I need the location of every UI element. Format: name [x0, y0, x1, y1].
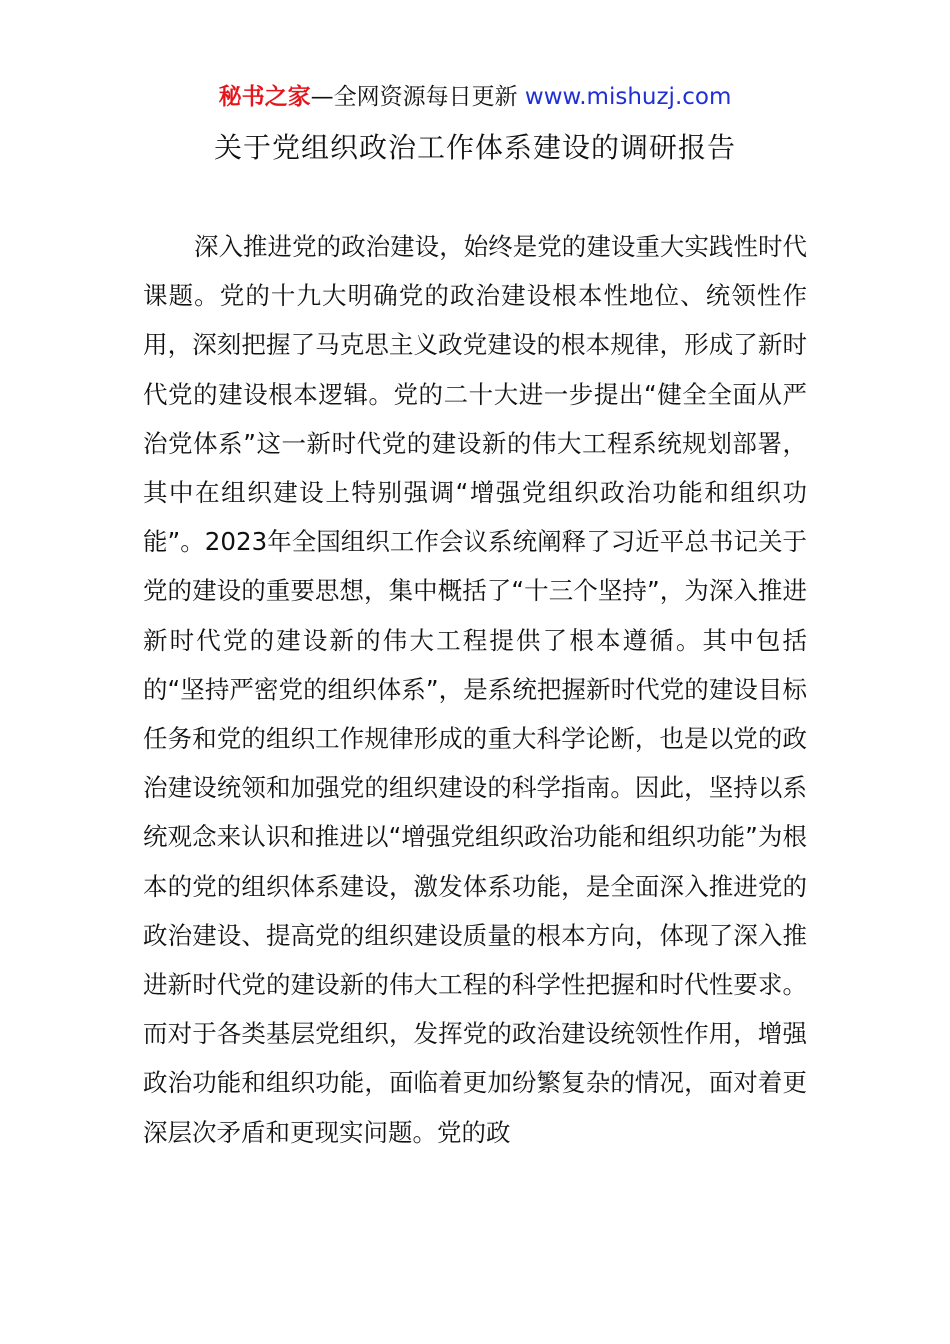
brand-name: 秘书之家	[218, 84, 311, 110]
site-header	[0, 80, 950, 114]
document-title: 关于党组织政治工作体系建设的调研报告	[213, 131, 736, 164]
site-url-link[interactable]: www.mishuzj.com	[524, 84, 732, 110]
header-tagline: —全网资源每日更新	[310, 84, 525, 110]
body-paragraph: 深入推进党的政治建设，始终是党的建设重大实践性时代课题。党的十九大明确党的政治建设根本性地位、统领性作用，深刻把握了马克思主义政党建设的根本规律，形成了新时代党的建设根本逻辑。党的二十大进一步提出“健全全面从严治党体系”这一新时代党的建设新的伟大工程系统规划部署，其中在组织建设上特别强调“增强党组织政治功能和组织功能”。2023年全国组织工作会议系统阐释了习近平总书记关于党的建设的重要思想，集中概括了“十三个坚持”，为深入推进新时代党的建设新的伟大工程提供了根本遵循。其中包括的“坚持严密党的组织体系”，是系统把握新时代党的建设目标任务和党的组织工作规律形成的重大科学论断，也是以党的政治建设统领和加强党的组织建设的科学指南。因此，坚持以系统观念来认识和推进以“增强党组织政治功能和组织功能”为根本的党的组织体系建设，激发体系功能，是全面深入推进党的政治建设、提高党的组织建设质量的根本方向，体现了深入推进新时代党的建设新的伟大工程的科学性把握和时代性要求。而对于各类基层党组织，发挥党的政治建设统领性作用，增强政治功能和组织功能，面临着更加纷繁复杂的情况，面对着更深层次矛盾和更现实问题。党的政	[143, 232, 807, 1147]
